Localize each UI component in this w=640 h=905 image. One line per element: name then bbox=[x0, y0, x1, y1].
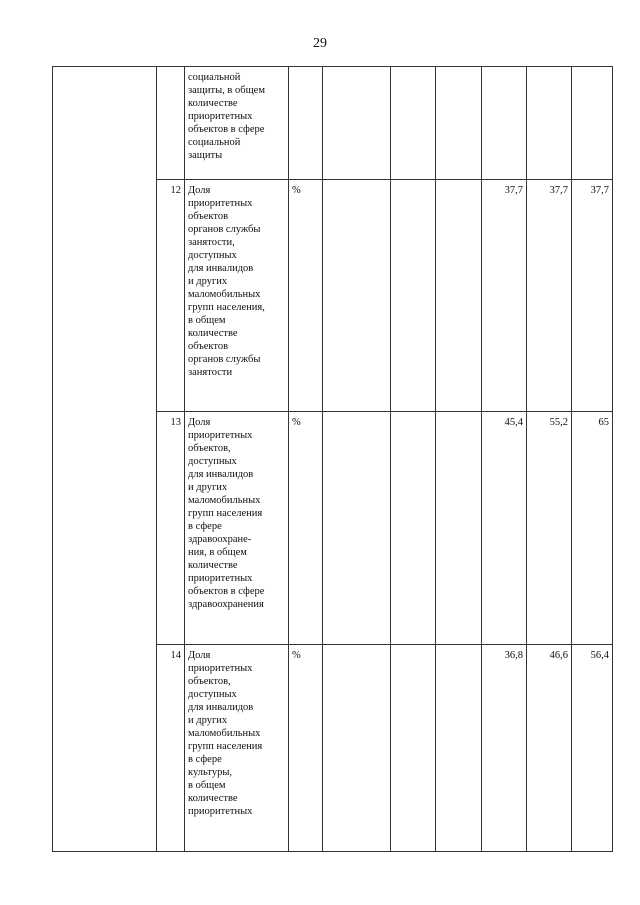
empty-cell bbox=[436, 412, 482, 645]
empty-cell bbox=[53, 67, 157, 852]
value-cell: 36,8 bbox=[482, 645, 527, 852]
value-cell bbox=[527, 67, 572, 180]
unit-cell: % bbox=[289, 180, 323, 412]
indicator-name-line: социальной bbox=[188, 72, 241, 83]
empty-cell bbox=[323, 180, 391, 412]
value-cell bbox=[482, 67, 527, 180]
empty-cell bbox=[436, 645, 482, 852]
empty-cell bbox=[436, 180, 482, 412]
indicator-name-line: в сфере bbox=[188, 754, 222, 765]
value-cell: 65 bbox=[572, 412, 613, 645]
indicator-name-line: и других bbox=[188, 482, 228, 493]
indicator-name-line: доступных bbox=[188, 689, 237, 700]
indicator-name-line: занятости bbox=[188, 367, 233, 378]
value-cell: 37,7 bbox=[482, 180, 527, 412]
indicator-name-line: в сфере bbox=[188, 521, 222, 532]
indicator-name-line: приоритетных bbox=[188, 663, 253, 674]
indicator-name-line: здравоохранения bbox=[188, 599, 264, 610]
indicator-name-line: приоритетных bbox=[188, 573, 253, 584]
value-cell: 45,4 bbox=[482, 412, 527, 645]
indicator-name-line: доступных bbox=[188, 250, 237, 261]
value-cell bbox=[572, 67, 613, 180]
value-cell: 37,7 bbox=[527, 180, 572, 412]
indicator-name-line: Доля bbox=[188, 417, 211, 428]
value-cell: 56,4 bbox=[572, 645, 613, 852]
indicator-name-line: ния, в общем bbox=[188, 547, 247, 558]
value-cell: 46,6 bbox=[527, 645, 572, 852]
indicator-name-line: групп населения, bbox=[188, 302, 265, 313]
indicator-name-line: органов службы bbox=[188, 354, 261, 365]
indicator-name-line: маломобильных bbox=[188, 495, 261, 506]
row-number-cell: 14 bbox=[157, 645, 185, 852]
unit-cell: % bbox=[289, 645, 323, 852]
indicator-name-line: маломобильных bbox=[188, 728, 261, 739]
value-cell: 37,7 bbox=[572, 180, 613, 412]
indicator-name-line: занятости, bbox=[188, 237, 235, 248]
value-cell: 55,2 bbox=[527, 412, 572, 645]
indicator-name-line: Доля bbox=[188, 650, 211, 661]
indicator-name-line: количестве bbox=[188, 98, 238, 109]
indicator-name-line: групп населения bbox=[188, 741, 263, 752]
indicator-name-line: доступных bbox=[188, 456, 237, 467]
table-row bbox=[53, 67, 613, 180]
indicator-name-line: здравоохране- bbox=[188, 534, 252, 545]
indicator-name-line: объектов, bbox=[188, 443, 231, 454]
indicator-name-line: приоритетных bbox=[188, 806, 253, 817]
indicator-name-line: количестве bbox=[188, 560, 238, 571]
indicator-name-line: культуры, bbox=[188, 767, 232, 778]
row-number-cell: 13 bbox=[157, 412, 185, 645]
page-number: 29 bbox=[313, 36, 327, 51]
indicator-name-line: объектов, bbox=[188, 676, 231, 687]
empty-cell bbox=[323, 645, 391, 852]
indicator-name-line: защиты, в общем bbox=[188, 85, 265, 96]
indicator-name-line: количестве bbox=[188, 328, 238, 339]
indicator-name-line: приоритетных bbox=[188, 111, 253, 122]
empty-cell bbox=[323, 67, 391, 180]
empty-cell bbox=[391, 645, 436, 852]
indicator-name-line: органов службы bbox=[188, 224, 261, 235]
empty-cell bbox=[391, 67, 436, 180]
indicator-name-cell bbox=[185, 412, 289, 645]
indicator-name-line: объектов в сфере bbox=[188, 586, 265, 597]
indicator-name-line: приоритетных bbox=[188, 430, 253, 441]
unit-cell: % bbox=[289, 412, 323, 645]
indicator-name-line: для инвалидов bbox=[188, 702, 254, 713]
indicator-name-line: Доля bbox=[188, 185, 211, 196]
empty-cell bbox=[391, 180, 436, 412]
indicator-name-line: объектов в сфере bbox=[188, 124, 265, 135]
empty-cell bbox=[436, 67, 482, 180]
indicator-name-line: и других bbox=[188, 276, 228, 287]
indicator-name-line: приоритетных bbox=[188, 198, 253, 209]
indicator-name-line: групп населения bbox=[188, 508, 263, 519]
indicator-name-line: защиты bbox=[188, 150, 223, 161]
indicator-name-line: в общем bbox=[188, 780, 226, 791]
indicator-name-line: объектов bbox=[188, 211, 229, 222]
row-number-cell bbox=[157, 67, 185, 180]
indicators-table bbox=[52, 66, 613, 852]
unit-cell bbox=[289, 67, 323, 180]
indicator-name-cell bbox=[185, 180, 289, 412]
indicator-name-line: объектов bbox=[188, 341, 229, 352]
indicator-name-cell bbox=[185, 645, 289, 852]
indicator-name-line: маломобильных bbox=[188, 289, 261, 300]
indicator-name-cell bbox=[185, 67, 289, 180]
indicator-name-line: для инвалидов bbox=[188, 469, 254, 480]
row-number-cell: 12 bbox=[157, 180, 185, 412]
empty-cell bbox=[391, 412, 436, 645]
indicator-name-line: количестве bbox=[188, 793, 238, 804]
indicator-name-line: для инвалидов bbox=[188, 263, 254, 274]
indicator-name-line: в общем bbox=[188, 315, 226, 326]
indicator-name-line: и других bbox=[188, 715, 228, 726]
empty-cell bbox=[323, 412, 391, 645]
indicator-name-line: социальной bbox=[188, 137, 241, 148]
